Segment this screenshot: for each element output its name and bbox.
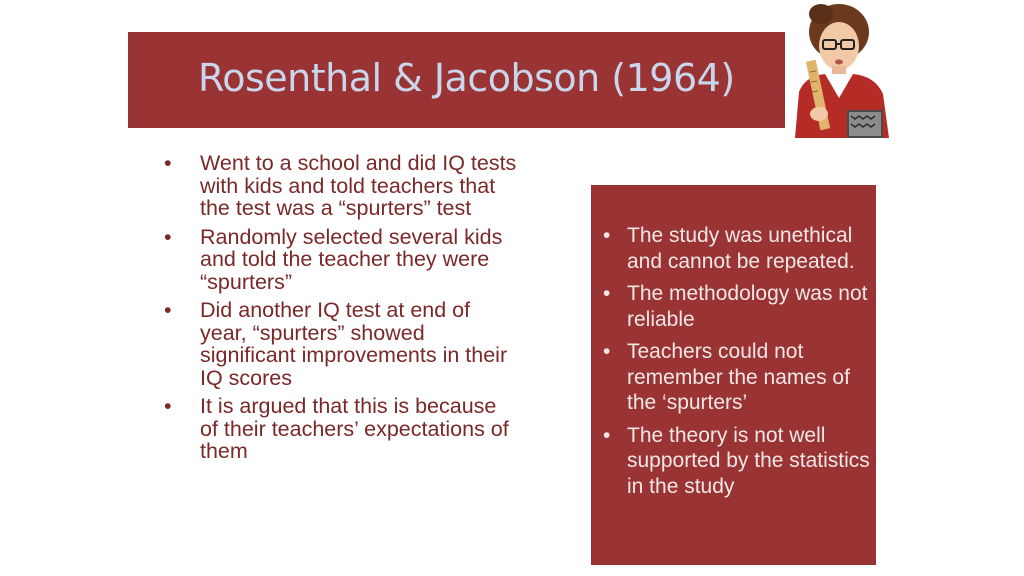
bullet-icon: •: [164, 224, 172, 249]
slide-title: Rosenthal & Jacobson (1964): [198, 56, 735, 100]
right-bullet-text: The study was unethical and cannot be repeated.: [627, 224, 855, 273]
title-bar: [128, 32, 785, 128]
right-bullet-text: Teachers could not remember the names of the ‘spurters’: [627, 340, 850, 414]
left-bullet-item: [160, 395, 520, 463]
left-bullet-list: [160, 152, 520, 469]
bullet-icon: •: [603, 282, 611, 305]
left-bullet-text: It is argued that this is because of their teachers’ expectations of them: [200, 394, 509, 463]
right-bullet-text: The theory is not well supported by the statistics in the study: [627, 423, 870, 498]
right-bullet-list: [599, 223, 871, 506]
bullet-icon: •: [603, 340, 611, 363]
left-bullet-text: Randomly selected several kids and told the teacher they were “spurters”: [200, 224, 503, 294]
left-bullet-text: Did another IQ test at end of year, “spurters” showed significant improvements in their IQ scores: [200, 298, 508, 390]
bullet-icon: •: [164, 151, 172, 175]
left-bullet-item: [160, 226, 520, 294]
right-bullet-item: [599, 223, 871, 274]
right-bullet-item: [599, 423, 871, 500]
bullet-icon: •: [603, 224, 611, 247]
left-bullet-item: [160, 152, 520, 220]
bullet-icon: •: [164, 298, 172, 322]
evaluation-box: [591, 185, 876, 565]
left-bullet-item: [160, 299, 520, 389]
teacher-photo: [785, 2, 897, 138]
right-bullet-text: The methodology was not reliable: [627, 282, 868, 331]
right-bullet-item: [599, 339, 871, 416]
bullet-icon: •: [164, 394, 172, 418]
left-bullet-text: Went to a school and did IQ tests with kids and told teachers that the test was a “spurters” test: [200, 151, 517, 220]
bullet-icon: •: [603, 423, 611, 447]
right-bullet-item: [599, 281, 871, 332]
